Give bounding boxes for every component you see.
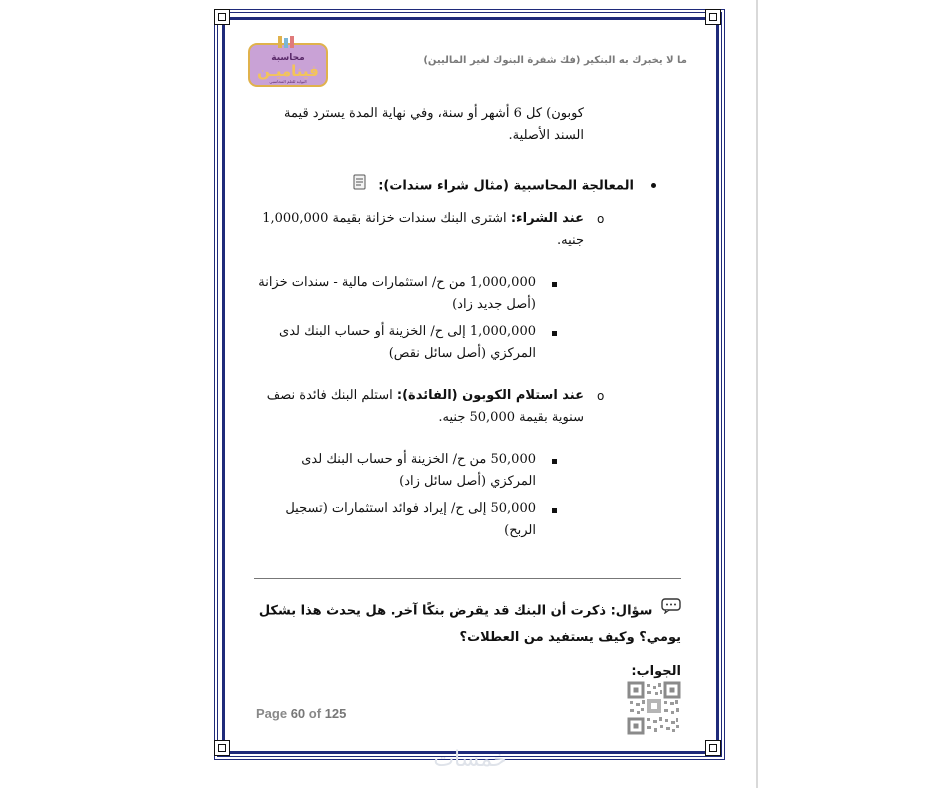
bullet	[552, 508, 557, 513]
svg-text:البوابة للعلم المحاسبي: البوابة للعلم المحاسبي	[269, 79, 307, 84]
purchase-label: عند الشراء:	[510, 211, 584, 226]
journal-entry: 50,000 من ح/ الخزينة أو حساب البنك لدى المركزي (أصل سائل زاد)	[301, 452, 536, 489]
page-total: 125	[324, 706, 347, 721]
page-number	[256, 706, 346, 721]
coupon-text: استلم البنك فائدة نصف سنوية بقيمة 50,000 جنيه.	[266, 388, 584, 425]
answer-label: الجواب:	[631, 664, 681, 679]
coupon-label: عند استلام الكوبون (الفائدة):	[396, 388, 584, 403]
page-current: 60	[290, 706, 306, 721]
section-heading	[340, 173, 634, 199]
bullet: o	[597, 389, 605, 403]
bullet	[552, 331, 557, 336]
logo	[248, 36, 328, 88]
bullet: o	[597, 212, 605, 226]
section-heading-text: المعالجة المحاسبية (مثال شراء سندات):	[378, 178, 634, 194]
corner-ornament	[214, 9, 230, 25]
divider	[254, 578, 681, 579]
purchase-text: اشترى البنك سندات خزانة بقيمة 1,000,000 جنيه.	[262, 211, 584, 248]
purchase-item	[254, 208, 584, 252]
corner-ornament	[705, 740, 721, 756]
journal-entry: 1,000,000 من ح/ استثمارات مالية - سندات خزانة (أصل جديد زاد)	[258, 275, 536, 312]
scrollbar-track[interactable]	[756, 0, 758, 788]
question-text: سؤال: ذكرت أن البنك قد يقرض بنكًا آخر. هل يحدث هذا بشكل يومي؟ وكيف يستفيد من العطلات؟	[258, 603, 681, 645]
journal-entry: 1,000,000 إلى ح/ الخزينة أو حساب البنك لدى المركزي (أصل سائل نقص)	[279, 324, 536, 361]
bullet	[552, 282, 557, 287]
page-of: of	[308, 706, 322, 721]
journal-entry: 50,000 إلى ح/ إيراد فوائد استثمارات (تسجيل الربح)	[285, 501, 536, 538]
svg-text:محاسبة: محاسبة	[271, 53, 305, 63]
corner-ornament	[214, 740, 230, 756]
coupon-item	[254, 385, 584, 429]
watermark: خمسات	[433, 747, 507, 772]
question	[254, 598, 681, 651]
page-prefix: Page	[256, 706, 288, 721]
bullet	[651, 183, 656, 188]
scroll-icon	[352, 173, 368, 199]
corner-ornament	[705, 9, 721, 25]
qr-code	[627, 681, 681, 735]
bullet	[552, 459, 557, 464]
paragraph: كوبون) كل 6 أشهر أو سنة، وفي نهاية المدة يسترد قيمة السند الأصلية.	[284, 106, 584, 143]
speech-bubble-icon	[661, 598, 681, 624]
running-header: ما لا يخبرك به البنكير (فك شفرة البنوك لغير الماليين)	[423, 55, 687, 66]
svg-text:فيناميـن: فيناميـن	[257, 62, 319, 80]
